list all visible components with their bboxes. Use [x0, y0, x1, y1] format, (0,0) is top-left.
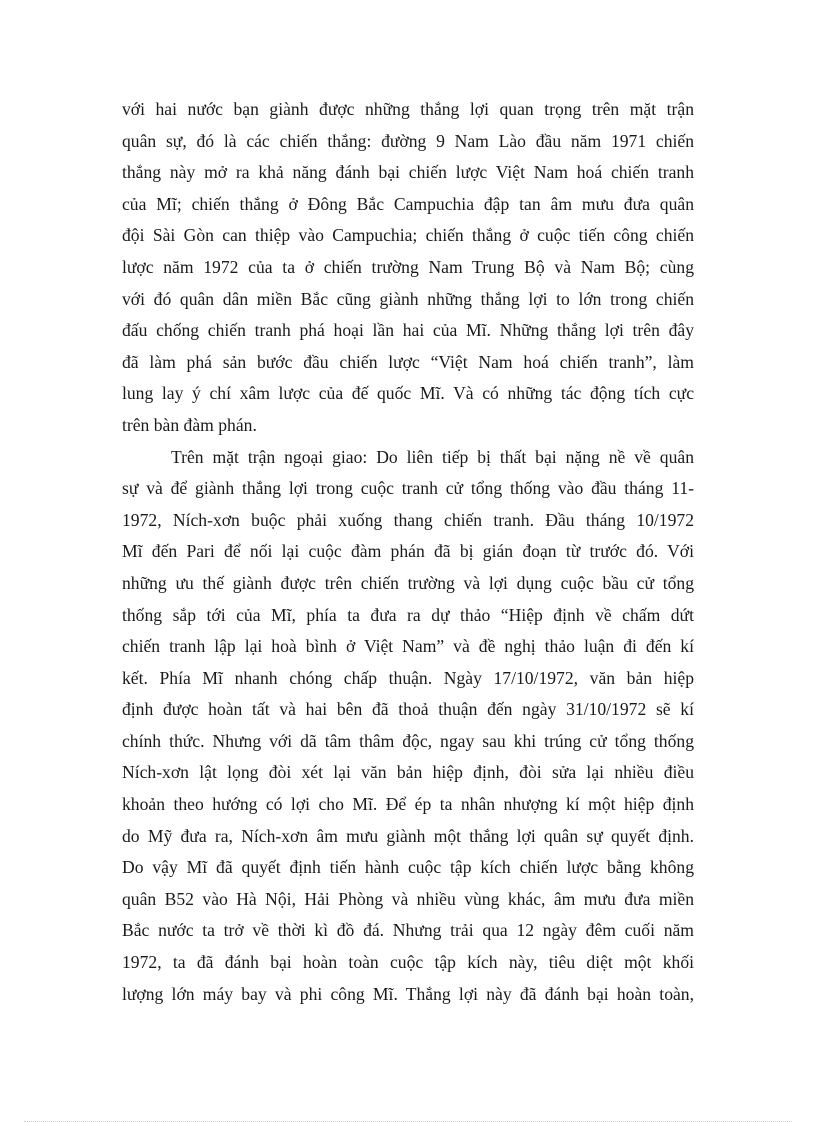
- text-line: Mĩ đến Pari để nối lại cuộc đàm phán đã bị gián đoạn từ trước đó. Với: [122, 541, 694, 562]
- text-line: với đó quân dân miền Bắc cũng giành những thắng lợi to lớn trong chiến: [122, 288, 694, 309]
- text-line: trên bàn đàm phán.: [122, 414, 257, 435]
- text-line: với hai nước bạn giành được những thắng lợi quan trọng trên mặt trận: [122, 99, 694, 119]
- paragraph-diplomatic-front: [122, 442, 694, 1011]
- text-line: do Mỹ đưa ra, Ních-xơn âm mưu giành một thắng lợi quân sự quyết định.: [122, 825, 694, 846]
- text-line: đội Sài Gòn can thiệp vào Campuchia; chiến thắng ở cuộc tiến công chiến: [122, 225, 694, 246]
- text-line: lược năm 1972 của ta ở chiến trường Nam Trung Bộ và Nam Bộ; cùng: [122, 256, 694, 277]
- text-line: đã làm phá sản bước đầu chiến lược “Việt Nam hoá chiến tranh”, làm: [122, 351, 694, 372]
- text-line: định được hoàn tất và hai bên đã thoả thuận đến ngày 31/10/1972 sẽ kí: [122, 699, 694, 720]
- text-line: 1972, Ních-xơn buộc phải xuống thang chiến tranh. Đầu tháng 10/1972: [122, 509, 694, 530]
- text-line: những ưu thế giành được trên chiến trường và lợi dụng cuộc bầu cử tổng: [122, 572, 694, 593]
- text-line: thắng này mở ra khả năng đánh bại chiến lược Việt Nam hoá chiến tranh: [122, 162, 694, 183]
- text-line: Bắc nước ta trở về thời kì đồ đá. Nhưng trải qua 12 ngày đêm cuối năm: [122, 920, 694, 941]
- text-line: lung lay ý chí xâm lược của đế quốc Mĩ. Và có những tác động tích cực: [122, 383, 694, 404]
- text-line: Trên mặt trận ngoại giao: Do liên tiếp bị thất bại nặng nề về quân: [171, 446, 694, 467]
- text-line: Do vậy Mĩ đã quyết định tiến hành cuộc tập kích chiến lược bằng không: [122, 857, 694, 878]
- text-line: chính thức. Nhưng với dã tâm thâm độc, ngay sau khi trúng cử tổng thống: [122, 730, 694, 751]
- text-line: kết. Phía Mĩ nhanh chóng chấp thuận. Ngày 17/10/1972, văn bản hiệp: [122, 667, 694, 688]
- text-line: đấu chống chiến tranh phá hoại lần hai của Mĩ. Những thắng lợi trên đây: [122, 320, 694, 341]
- text-line: 1972, ta đã đánh bại hoàn toàn cuộc tập kích này, tiêu diệt một khối: [122, 952, 694, 973]
- text-line: lượng lớn máy bay và phi công Mĩ. Thắng lợi này đã đánh bại hoàn toàn,: [122, 983, 694, 1004]
- document-body: [122, 94, 694, 1010]
- text-line: quân B52 vào Hà Nội, Hải Phòng và nhiều vùng khác, âm mưu đưa miền: [122, 888, 694, 909]
- text-line: sự và để giành thắng lợi trong cuộc tranh cử tổng thống vào đầu tháng 11-: [122, 478, 694, 499]
- page-bottom-border: [24, 1121, 792, 1122]
- text-line: của Mĩ; chiến thắng ở Đông Bắc Campuchia đập tan âm mưu đưa quân: [122, 193, 694, 214]
- text-line: khoản theo hướng có lợi cho Mĩ. Để ép ta nhân nhượng kí một hiệp định: [122, 794, 694, 815]
- text-line: Ních-xơn lật lọng đòi xét lại văn bản hiệp định, đòi sửa lại nhiều điều: [122, 762, 694, 783]
- paragraph-military-victories: [122, 94, 694, 442]
- text-line: thống sắp tới của Mĩ, phía ta đưa ra dự thảo “Hiệp định về chấm dứt: [122, 604, 694, 625]
- text-line: chiến tranh lập lại hoà bình ở Việt Nam” và đề nghị thảo luận đi đến kí: [122, 636, 694, 657]
- text-line: quân sự, đó là các chiến thắng: đường 9 Nam Lào đầu năm 1971 chiến: [122, 130, 694, 151]
